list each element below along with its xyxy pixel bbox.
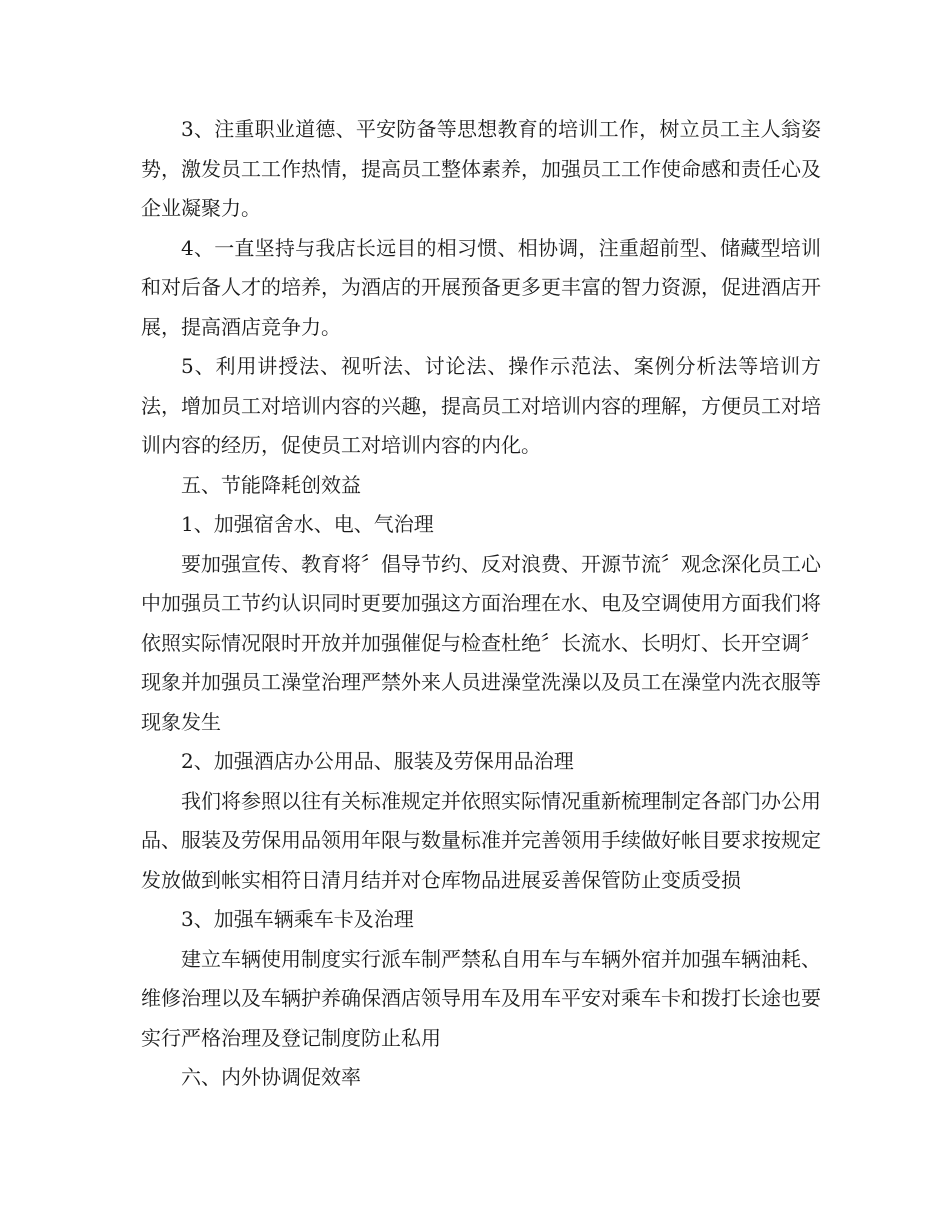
section-heading-5: 五、节能降耗创效益 (181, 472, 361, 497)
paragraph-dorm-utilities: 要加强宣传、教育将〞倡导节约、反对浪费、开源节流〞观念深化员工心中加强员工节约认识同时更要加强这方面治理在水、电及空调使用方面我们将依照实际情况限时开放并加强催促与检查杜绝〞长流水、长明灯、长开空调〞现象并加强员工澡堂治理严禁外来人员进澡堂洗澡以及员工在澡堂内洗衣服等现象发生 (141, 551, 821, 734)
document-body (141, 110, 821, 1098)
subheading-office-supplies: 2、加强酒店办公用品、服装及劳保用品治理 (181, 749, 574, 773)
paragraph-training-item-4: 4、一直坚持与我店长远目的相习惯、相协调，注重超前型、储藏型培训和对后备人才的培养，为酒店的开展预备更多更丰富的智力资源，促进酒店开展，提高酒店竞争力。 (141, 235, 821, 339)
subheading-dorm-utilities: 1、加强宿舍水、电、气治理 (181, 512, 434, 536)
paragraph-office-supplies: 我们将参照以往有关标准规定并依照实际情况重新梳理制定各部门办公用品、服装及劳保用品领用年限与数量标准并完善领用手续做好帐目要求按规定发放做到帐实相符日清月结并对仓库物品进展妥善保管防止变质受损 (141, 788, 821, 892)
section-heading-6: 六、内外协调促效率 (181, 1065, 361, 1089)
subheading-vehicles: 3、加强车辆乘车卡及治理 (181, 907, 414, 931)
paragraph-vehicles: 建立车辆使用制度实行派车制严禁私自用车与车辆外宿并加强车辆油耗、维修治理以及车辆护养确保酒店领导用车及用车平安对乘车卡和拨打长途也要实行严格治理及登记制度防止私用 (141, 946, 821, 1050)
paragraph-training-item-3: 3、注重职业道德、平安防备等思想教育的培训工作，树立员工主人翁姿势，激发员工工作热情，提高员工整体素养，加强员工工作使命感和责任心及企业凝聚力。 (141, 117, 821, 220)
paragraph-training-item-5: 5、利用讲授法、视听法、讨论法、操作示范法、案例分析法等培训方法，增加员工对培训内容的兴趣，提高员工对培训内容的理解，方便员工对培训内容的经历，促使员工对培训内容的内化。 (141, 354, 821, 457)
